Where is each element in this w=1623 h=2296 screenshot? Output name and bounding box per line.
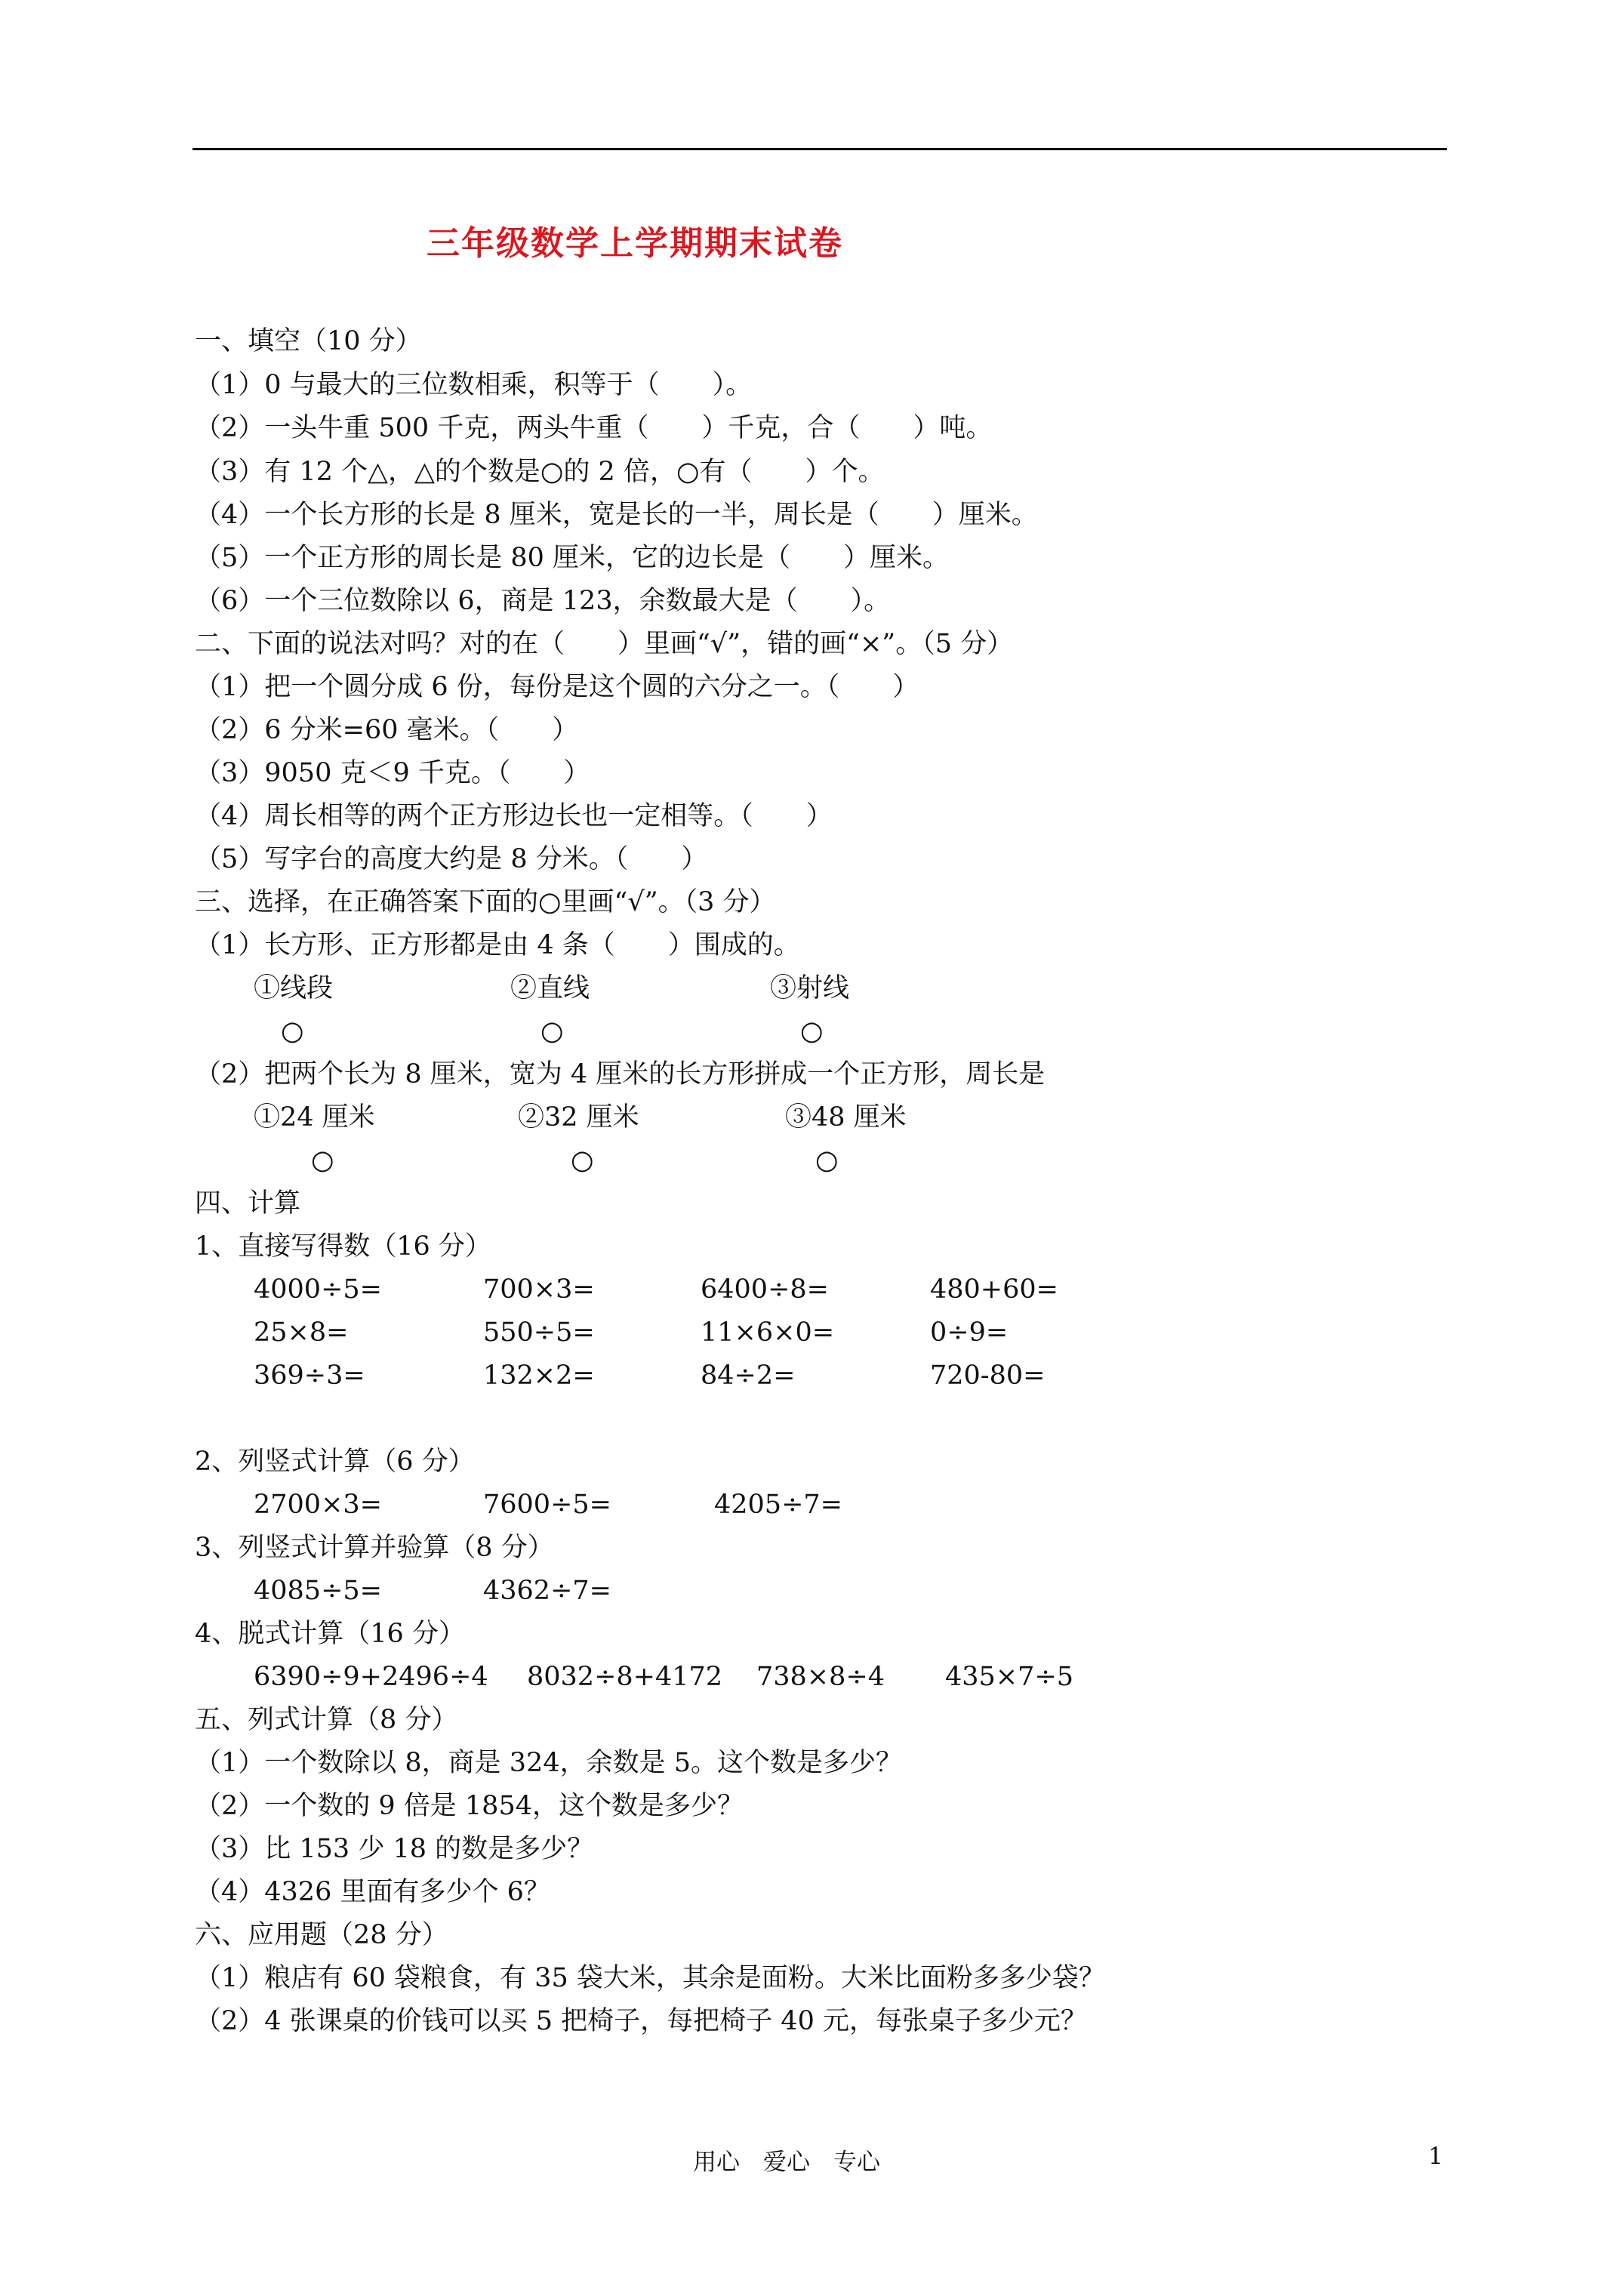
s5-item-1: （1）一个数除以 8，商是 324，余数是 5。这个数是多少？ <box>195 1748 902 1778</box>
s4-part-4-heading: 4、脱式计算（16 分） <box>195 1619 465 1649</box>
oral-calc-r3-c2: 132×2= <box>483 1361 595 1391</box>
s1-item-6: （6）一个三位数除以 6，商是 123，余数最大是（ ）。 <box>195 586 891 616</box>
section-5-heading: 五、列式计算（8 分） <box>195 1705 458 1735</box>
footer-motto: 用心 爱心 专心 <box>693 2149 880 2176</box>
oral-calc-r1-c3: 6400÷8= <box>701 1274 829 1305</box>
s5-item-4: （4）4326 里面有多少个 6？ <box>195 1877 550 1907</box>
s5-item-3: （3）比 153 少 18 的数是多少？ <box>195 1834 594 1864</box>
s3-q1-option-a: ①线段 <box>254 973 334 1003</box>
s3-q1-option-c: ③射线 <box>770 973 850 1003</box>
s4-part-2-heading: 2、列竖式计算（6 分） <box>195 1447 475 1477</box>
s2-item-2: （2）6 分米=60 毫米。（ ） <box>195 715 579 745</box>
step-calc-2: 8032÷8+4172 <box>527 1662 723 1692</box>
s3-q2-circle-a: ○ <box>311 1145 334 1176</box>
s3-q2-option-b: ②32 厘米 <box>518 1102 639 1133</box>
s1-item-2: （2）一头牛重 500 千克，两头牛重（ ）千克，合（ ）吨。 <box>195 413 993 443</box>
page-number: 1 <box>1428 2143 1443 2170</box>
s1-item-5: （5）一个正方形的周长是 80 厘米，它的边长是（ ）厘米。 <box>195 543 950 573</box>
section-6-heading: 六、应用题（28 分） <box>195 1920 448 1950</box>
vertical-calc-1: 2700×3= <box>254 1490 382 1520</box>
s1-item-3: （3）有 12 个△，△的个数是○的 2 倍，○有（ ）个。 <box>195 457 885 487</box>
oral-calc-r2-c4: 0÷9= <box>930 1318 1009 1348</box>
header-rule <box>192 148 1447 150</box>
s2-item-3: （3）9050 克＜9 千克。（ ） <box>195 758 590 788</box>
s3-q1-circle-a: ○ <box>281 1016 304 1046</box>
s3-q1-option-b: ②直线 <box>510 973 590 1003</box>
s4-part-3-heading: 3、列竖式计算并验算（8 分） <box>195 1533 554 1563</box>
step-calc-3: 738×8÷4 <box>756 1662 885 1692</box>
oral-calc-r1-c1: 4000÷5= <box>254 1274 382 1305</box>
s3-q2-option-a: ①24 厘米 <box>254 1102 375 1133</box>
oral-calc-r1-c2: 700×3= <box>483 1274 595 1305</box>
oral-calc-r1-c4: 480+60= <box>930 1274 1058 1305</box>
s3-question-1: （1）长方形、正方形都是由 4 条（ ）围成的。 <box>195 930 800 960</box>
s3-q2-circle-c: ○ <box>815 1145 839 1176</box>
step-calc-4: 435×7÷5 <box>945 1662 1073 1692</box>
oral-calc-r2-c3: 11×6×0= <box>701 1318 835 1348</box>
section-3-heading: 三、选择，在正确答案下面的○里画“√”。（3 分） <box>195 887 776 917</box>
check-calc-1: 4085÷5= <box>254 1576 382 1606</box>
check-calc-2: 4362÷7= <box>483 1576 611 1606</box>
s5-item-2: （2）一个数的 9 倍是 1854，这个数是多少？ <box>195 1791 744 1821</box>
s3-question-2: （2）把两个长为 8 厘米，宽为 4 厘米的长方形拼成一个正方形，周长是 <box>195 1059 1046 1089</box>
s1-item-1: （1）0 与最大的三位数相乘，积等于（ ）。 <box>195 370 753 400</box>
oral-calc-r2-c2: 550÷5= <box>483 1318 595 1348</box>
s2-item-5: （5）写字台的高度大约是 8 分米。（ ） <box>195 844 708 874</box>
s3-q2-option-c: ③48 厘米 <box>785 1102 907 1133</box>
s2-item-4: （4）周长相等的两个正方形边长也一定相等。（ ） <box>195 801 833 831</box>
s3-q1-circle-b: ○ <box>540 1016 564 1046</box>
s3-q2-circle-b: ○ <box>571 1145 594 1176</box>
vertical-calc-3: 4205÷7= <box>714 1490 842 1520</box>
s1-item-4: （4）一个长方形的长是 8 厘米，宽是长的一半，周长是（ ）厘米。 <box>195 500 1038 530</box>
section-2-heading: 二、下面的说法对吗？对的在（ ）里画“√”，错的画“×”。（5 分） <box>195 629 1014 659</box>
s4-part-1-heading: 1、直接写得数（16 分） <box>195 1231 491 1262</box>
oral-calc-r3-c1: 369÷3= <box>254 1361 365 1391</box>
section-1-heading: 一、填空（10 分） <box>195 326 422 356</box>
oral-calc-r3-c3: 84÷2= <box>701 1361 796 1391</box>
s6-item-2: （2）4 张课桌的价钱可以买 5 把椅子，每把椅子 40 元，每张桌子多少元？ <box>195 2006 1087 2036</box>
oral-calc-r2-c1: 25×8= <box>254 1318 349 1348</box>
oral-calc-r3-c4: 720-80= <box>930 1361 1046 1391</box>
s6-item-1: （1）粮店有 60 袋粮食，有 35 袋大米，其余是面粉。大米比面粉多多少袋？ <box>195 1963 1105 1993</box>
s2-item-1: （1）把一个圆分成 6 份，每份是这个圆的六分之一。（ ） <box>195 672 919 702</box>
vertical-calc-2: 7600÷5= <box>483 1490 611 1520</box>
step-calc-1: 6390÷9+2496÷4 <box>254 1662 488 1692</box>
section-4-heading: 四、计算 <box>195 1188 301 1219</box>
page-title: 三年级数学上学期期末试卷 <box>427 224 843 263</box>
s3-q1-circle-c: ○ <box>800 1016 824 1046</box>
